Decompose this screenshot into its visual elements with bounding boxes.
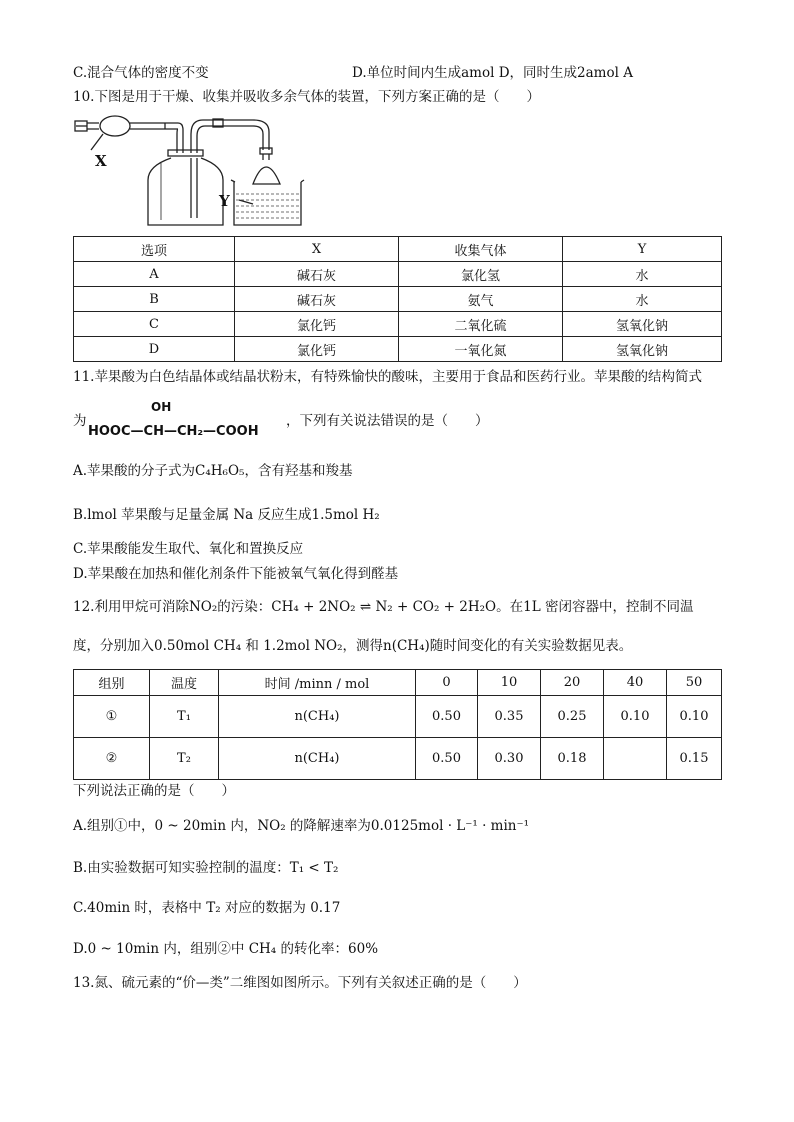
option-text: B.lmol 苹果酸与足量金属 Na 反应生成 (73, 507, 312, 523)
table-header-cell: 时间 /minn / mol (219, 670, 416, 696)
table-cell: A (74, 262, 235, 287)
q12-option-d (73, 940, 378, 958)
q12-stem-line1 (73, 598, 694, 616)
formula-no2: NO₂ (188, 599, 218, 615)
table-cell: 水 (563, 262, 722, 287)
structure-hydroxyl: OH (151, 400, 172, 414)
option-text: C. (73, 900, 88, 916)
table-header-cell: Y (563, 237, 722, 262)
table-cell: 碱石灰 (235, 287, 399, 312)
option-text: 内， (226, 818, 258, 834)
option-text: A.苹果酸的分子式为 (73, 463, 196, 479)
stem-text: ，测得 (342, 638, 383, 654)
table-cell: 氯化氢 (399, 262, 563, 287)
option-text: D. (73, 941, 88, 957)
table-row (74, 337, 722, 362)
time-value: 40min (87, 900, 131, 916)
table-header-cell: 50 (667, 670, 722, 696)
table-cell: T₁ (150, 696, 219, 738)
gas-apparatus-diagram (73, 108, 313, 234)
table-header-cell: 收集气体 (399, 237, 563, 262)
q11-stem-suffix: ，下列有关说法错误的是（ ） (286, 413, 489, 429)
option-text: 时，表格中 T₂ 对应的数据为 0.17 (130, 900, 341, 916)
table-cell: 氨气 (399, 287, 563, 312)
table-cell: n(CH₄) (219, 696, 416, 738)
q11-option-c: C.苹果酸能发生取代、氧化和置换反应 (73, 541, 304, 557)
q11-option-d: D.苹果酸在加热和催化剂条件下能被氧气氧化得到醛基 (73, 566, 399, 582)
methane-amount-symbol: n(CH₄) (383, 638, 430, 654)
table-cell: C (74, 312, 235, 337)
table-header-cell: 温度 (150, 670, 219, 696)
q11-option-a (73, 462, 352, 480)
q12-stem-line2 (73, 637, 632, 655)
q9-option-c: C.混合气体的密度不变 (73, 65, 209, 81)
stem-text: 12.利用甲烷可消除 (73, 599, 189, 615)
table-cell: 碱石灰 (235, 262, 399, 287)
q11-stem: 11.苹果酸为白色结晶体或结晶状粉末，有特殊愉快的酸味，主要用于食品和医药行业。苹果酸的结构简式 (73, 369, 702, 385)
option-text: A.组别①中， (73, 818, 155, 834)
q9-option-d: D.单位时间内生成amol D，同时生成2amol A (352, 65, 633, 81)
apparatus-label-y: Y (219, 192, 230, 210)
table-header-cell: X (235, 237, 399, 262)
table-cell: 0.10 (667, 696, 722, 738)
q10-options-table (73, 236, 722, 362)
q12-data-table (73, 669, 722, 780)
table-header-cell: 20 (541, 670, 604, 696)
q11-option-b (73, 506, 380, 524)
table-header-cell: 40 (604, 670, 667, 696)
table-cell: 氢氧化钠 (563, 337, 722, 362)
stem-text: 随时间变化的有关实验数据见表。 (429, 638, 633, 654)
formula-no2: NO₂ (257, 818, 286, 834)
apparatus-label-x: X (95, 152, 107, 170)
table-cell: T₂ (150, 738, 219, 780)
table-cell: B (74, 287, 235, 312)
table-row (74, 696, 722, 738)
table-header-row (74, 670, 722, 696)
table-cell: 0.50 (416, 696, 478, 738)
table-header-cell: 10 (478, 670, 541, 696)
stem-text: 。在1L 密闭容器中，控制不同温 (496, 599, 694, 615)
rate-value: 0.0125mol · L⁻¹ · min⁻¹ (370, 818, 530, 834)
table-cell: 二氧化硫 (399, 312, 563, 337)
table-cell: 氯化钙 (235, 312, 399, 337)
reactant-amounts: 0.50mol CH₄ 和 1.2mol NO₂ (154, 638, 343, 654)
table-header-cell: 0 (416, 670, 478, 696)
q12-option-b (73, 859, 338, 877)
table-cell: D (74, 337, 235, 362)
table-row (74, 287, 722, 312)
table-header-cell: 选项 (74, 237, 235, 262)
q10-stem: 10.下图是用于干燥、收集并吸收多余气体的装置，下列方案正确的是（ ） (73, 89, 540, 105)
stem-text: 的污染： (217, 599, 272, 615)
q13-stem: 13.氮、硫元素的“价—类”二维图如图所示。下列有关叙述正确的是（ ） (73, 975, 527, 991)
table-cell: 水 (563, 287, 722, 312)
table-header-row (74, 237, 722, 262)
table-cell (604, 738, 667, 780)
time-range: 0 ~ 20min (154, 818, 227, 834)
hydrogen-amount: 1.5mol H₂ (311, 507, 380, 523)
table-row (74, 312, 722, 337)
q12-ask: 下列说法正确的是（ ） (73, 783, 235, 799)
table-header-cell: 组别 (74, 670, 150, 696)
option-text: 的降解速率为 (285, 818, 371, 834)
table-row (74, 262, 722, 287)
table-cell: 0.25 (541, 696, 604, 738)
table-cell: 0.15 (667, 738, 722, 780)
time-range: 0 ~ 10min (87, 941, 160, 957)
table-cell: 0.18 (541, 738, 604, 780)
stem-text: 度，分别加入 (73, 638, 154, 654)
reaction-equation: CH₄ + 2NO₂ ⇌ N₂ + CO₂ + 2H₂O (271, 599, 497, 615)
table-row (74, 738, 722, 780)
q12-option-a (73, 817, 529, 835)
table-cell: 氯化钙 (235, 337, 399, 362)
table-cell: 0.35 (478, 696, 541, 738)
table-cell: 一氧化氮 (399, 337, 563, 362)
option-text: ，含有羟基和羧基 (244, 463, 353, 479)
temperature-relation: T₁ < T₂ (289, 860, 339, 876)
table-cell: 氢氧化钠 (563, 312, 722, 337)
table-cell: ② (74, 738, 150, 780)
table-cell: 0.10 (604, 696, 667, 738)
option-text: 内，组别②中 CH₄ 的转化率：60% (159, 941, 379, 957)
option-text: B.由实验数据可知实验控制的温度： (73, 860, 290, 876)
molecular-formula: C₄H₆O₅ (195, 463, 245, 479)
table-cell: 0.50 (416, 738, 478, 780)
q11-stem-prefix: 为 (73, 413, 87, 429)
table-cell: n(CH₄) (219, 738, 416, 780)
table-cell: 0.30 (478, 738, 541, 780)
structural-formula: HOOC—CH—CH₂—COOH (88, 424, 259, 439)
q12-option-c (73, 899, 340, 917)
table-cell: ① (74, 696, 150, 738)
